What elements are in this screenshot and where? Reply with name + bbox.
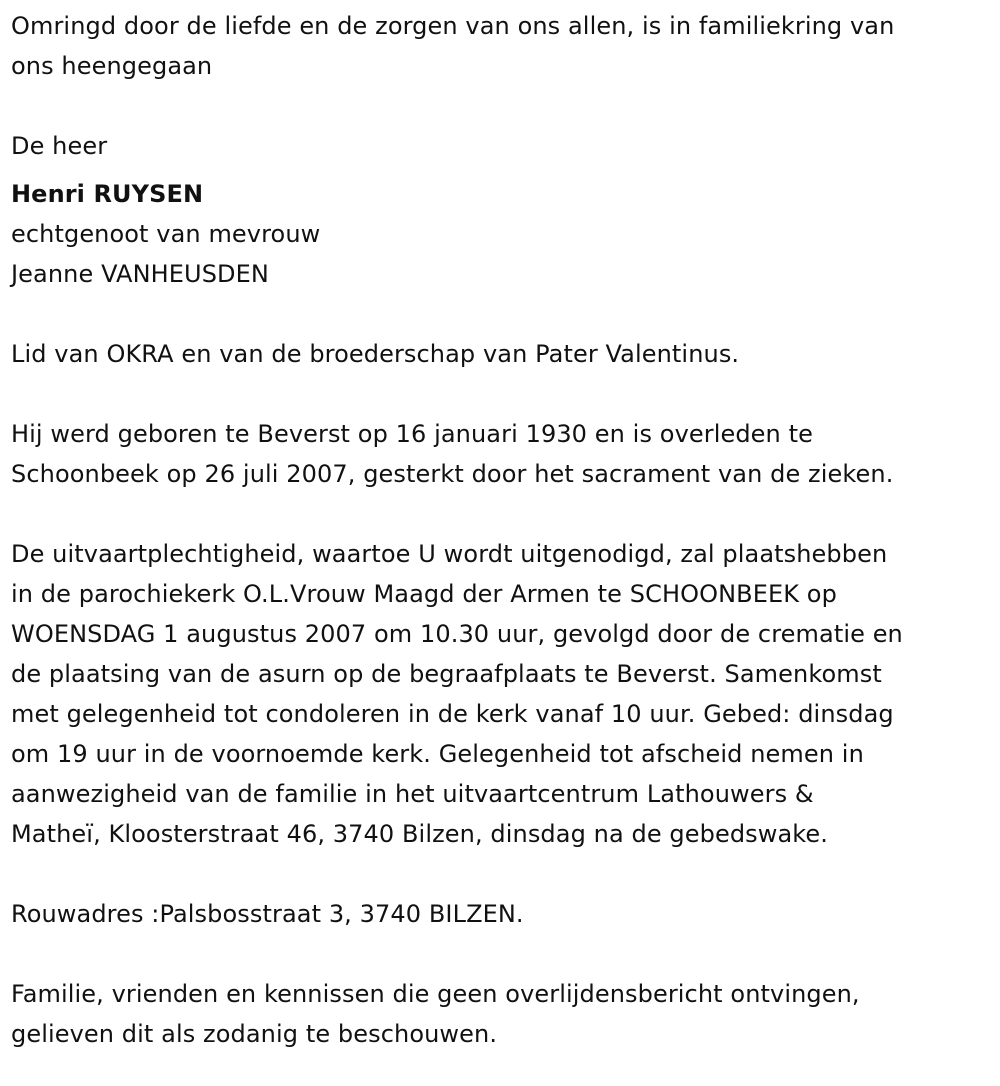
spacer [11, 854, 990, 894]
intro-paragraph [11, 6, 990, 86]
birth-death-line: Schoonbeek op 26 juli 2007, gesterkt door het sacrament van de zieken. [11, 460, 894, 488]
funeral-line: De uitvaartplechtigheid, waartoe U wordt uitgenodigd, zal plaatshebben [11, 540, 888, 568]
spouse-name: Jeanne VANHEUSDEN [11, 260, 269, 288]
funeral-line: in de parochiekerk O.L.Vrouw Maagd der Armen te SCHOONBEEK op [11, 580, 837, 608]
birth-death-line: Hij werd geboren te Beverst op 16 januari 1930 en is overleden te [11, 420, 813, 448]
spacer [11, 934, 990, 974]
spacer [11, 294, 990, 334]
closing-paragraph [11, 974, 990, 1054]
mourning-address: Rouwadres :Palsbosstraat 3, 3740 BILZEN. [11, 900, 524, 928]
funeral-line: aanwezigheid van de familie in het uitvaartcentrum Lathouwers & [11, 780, 814, 808]
closing-line: Familie, vrienden en kennissen die geen overlijdensbericht ontvingen, [11, 980, 860, 1008]
spacer [11, 494, 990, 534]
deceased-name: Henri RUYSEN [11, 180, 204, 208]
spacer [11, 374, 990, 414]
funeral-line: de plaatsing van de asurn op de begraafplaats te Beverst. Samenkomst [11, 660, 882, 688]
birth-death-paragraph [11, 414, 990, 494]
membership-paragraph: Lid van OKRA en van de broederschap van Pater Valentinus. [11, 340, 740, 368]
honorific: De heer [11, 132, 108, 160]
funeral-line: met gelegenheid tot condoleren in de kerk vanaf 10 uur. Gebed: dinsdag [11, 700, 894, 728]
spouse-label: echtgenoot van mevrouw [11, 220, 321, 248]
funeral-line: WOENSDAG 1 augustus 2007 om 10.30 uur, gevolgd door de crematie en [11, 620, 903, 648]
funeral-paragraph [11, 534, 990, 854]
spacer [11, 86, 990, 126]
funeral-line: om 19 uur in de voornoemde kerk. Gelegenheid tot afscheid nemen in [11, 740, 864, 768]
intro-line: Omringd door de liefde en de zorgen van ons allen, is in familiekring van [11, 12, 895, 40]
closing-line: gelieven dit als zodanig te beschouwen. [11, 1020, 498, 1048]
intro-line: ons heengegaan [11, 52, 213, 80]
funeral-line: Matheï, Kloosterstraat 46, 3740 Bilzen, dinsdag na de gebedswake. [11, 820, 829, 848]
